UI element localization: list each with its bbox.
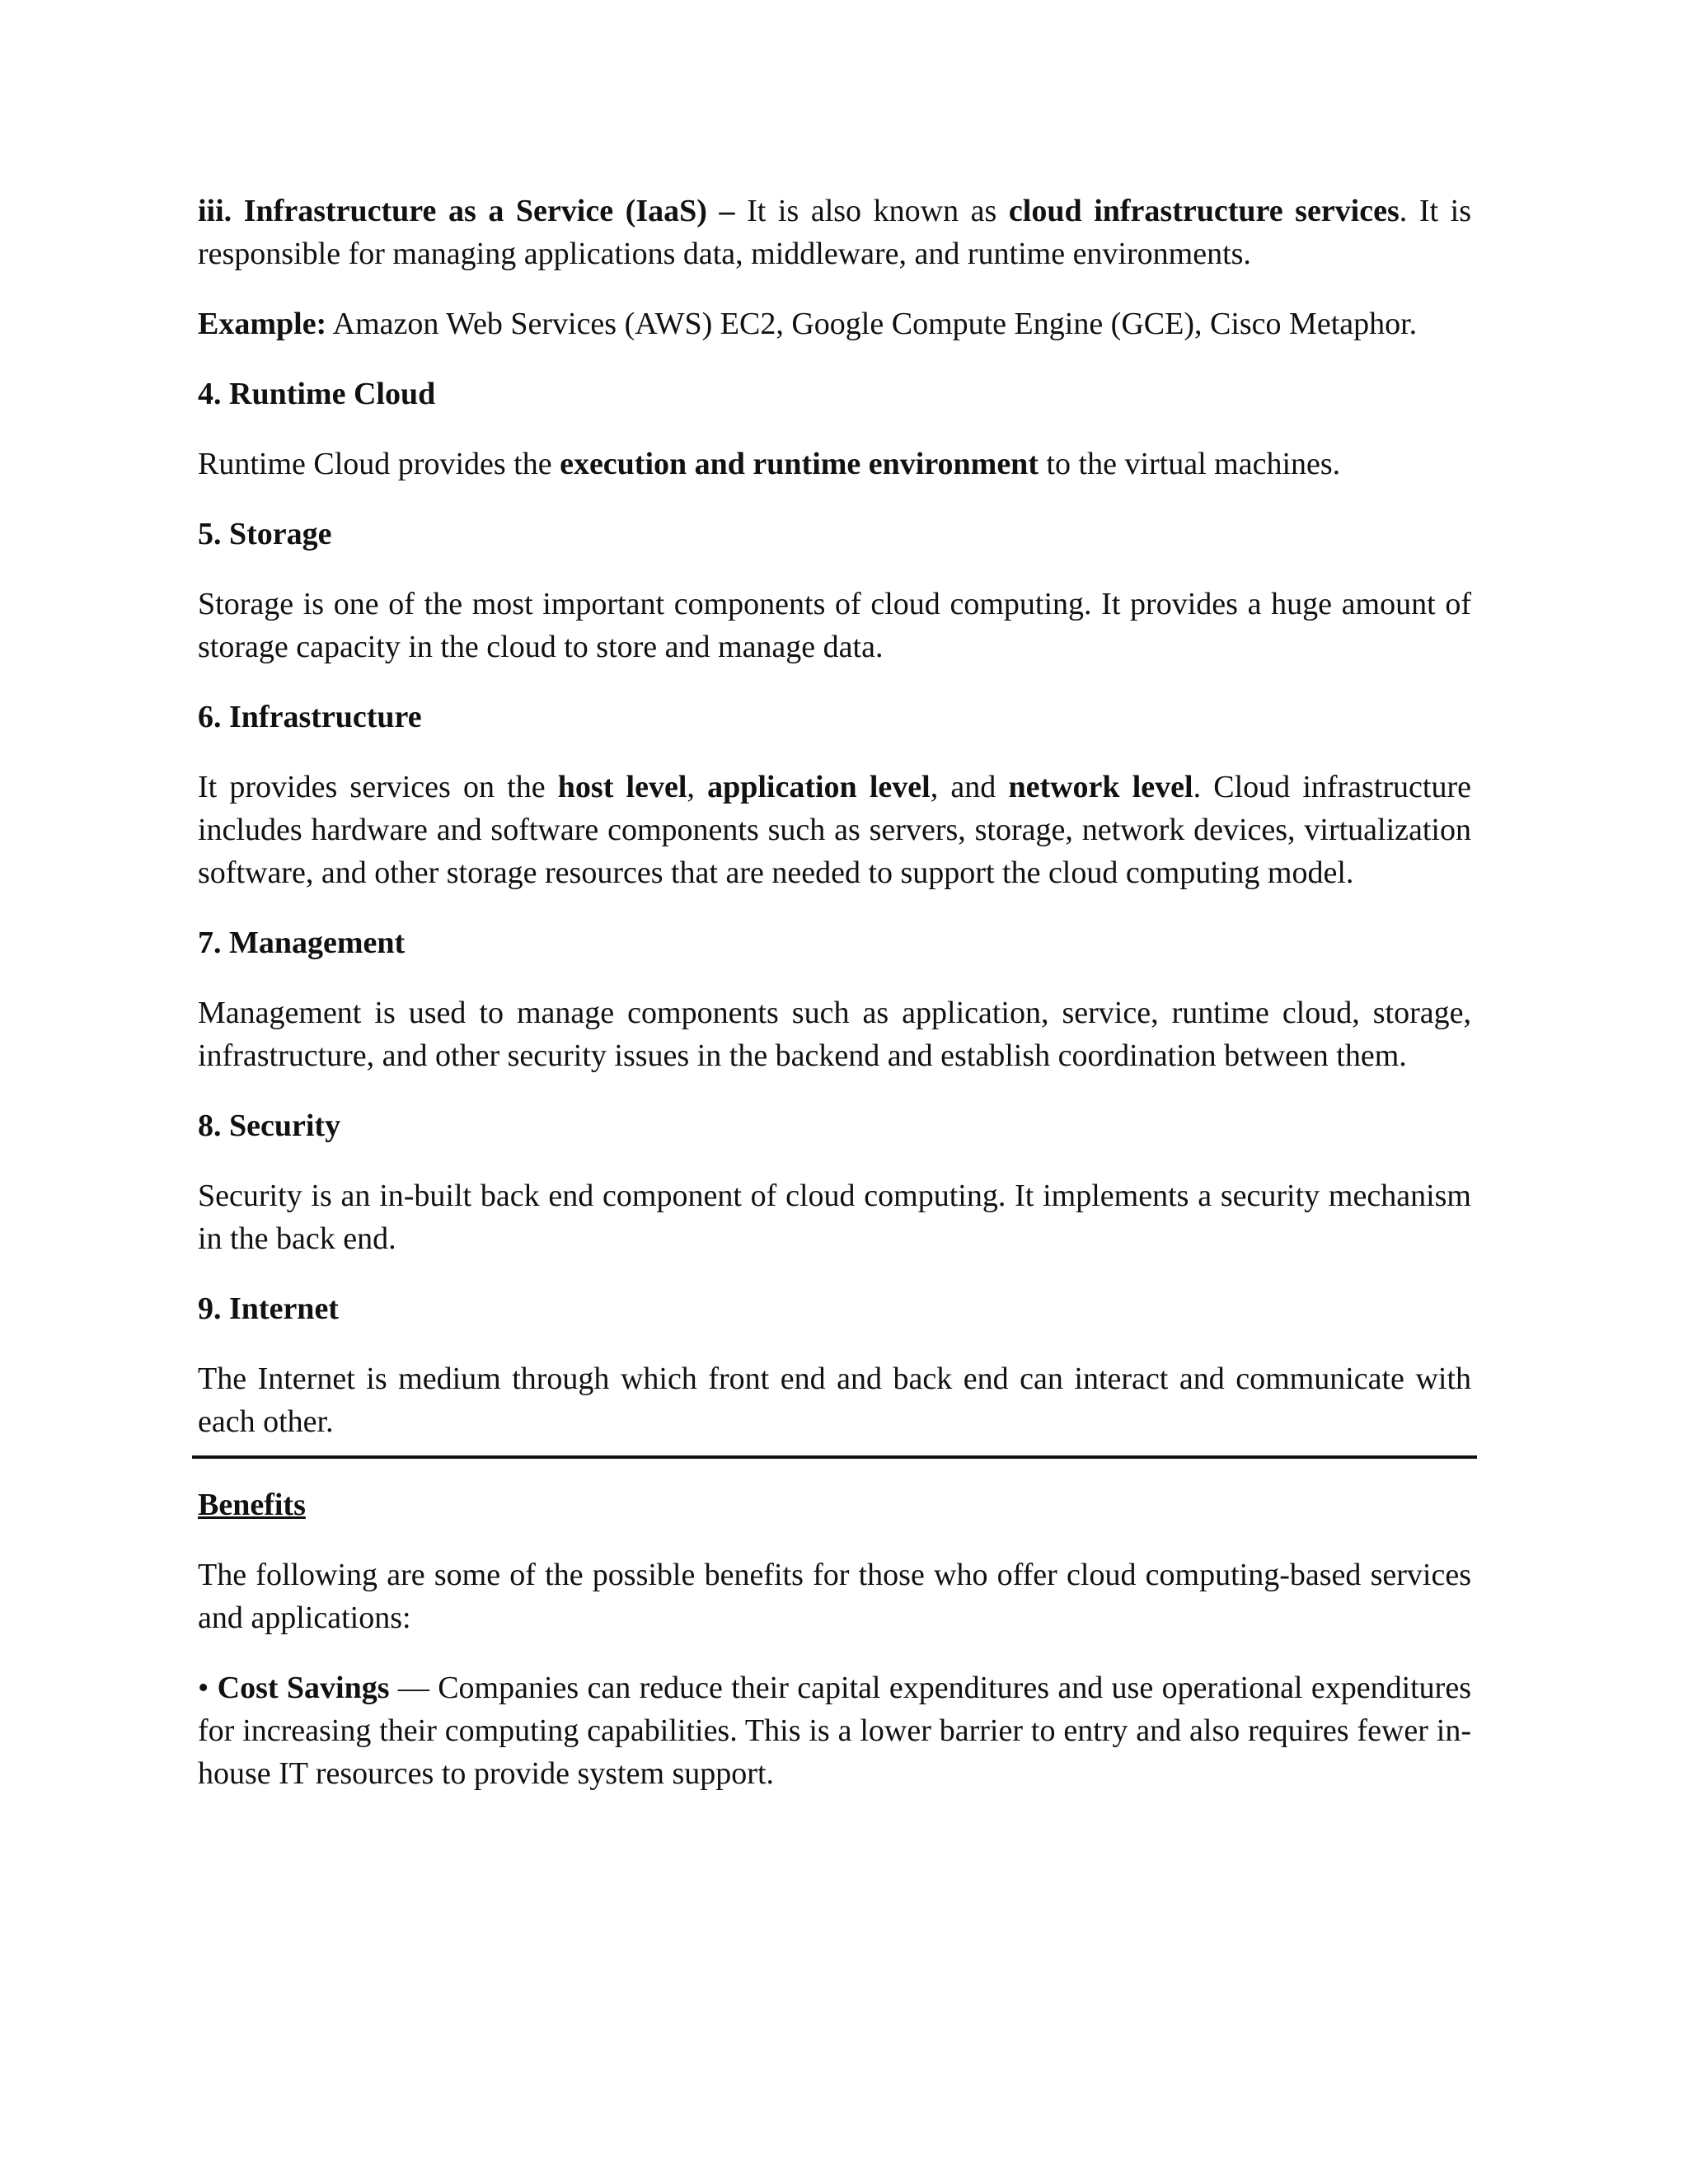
infrastructure-text-1: It provides services on the — [198, 770, 558, 804]
infrastructure-text-2: , — [687, 770, 708, 804]
benefits-intro-paragraph: The following are some of the possible benefits for those who offer cloud computing-based services and applications: — [198, 1558, 1471, 1635]
iaas-bold-term: cloud infrastructure services — [1008, 194, 1400, 228]
runtime-cloud-paragraph — [198, 443, 1471, 485]
document-page — [198, 190, 1471, 1822]
bullet-marker: • — [198, 1671, 218, 1705]
benefits-list-item — [198, 1666, 1471, 1795]
storage-heading: 5. Storage — [198, 517, 332, 551]
iaas-title: iii. Infrastructure as a Service (IaaS) — [198, 194, 707, 228]
iaas-text-1: It is also known as — [747, 194, 1009, 228]
example-paragraph — [198, 302, 1471, 345]
infrastructure-heading: 6. Infrastructure — [198, 700, 422, 734]
runtime-bold-term: execution and runtime environment — [560, 447, 1039, 481]
iaas-paragraph — [198, 190, 1471, 275]
cost-savings-text: — Companies can reduce their capital expenditures and use operational expenditures for increasing their computing capabilities. This is a lower barrier to entry and also requires fewer in-house IT resources to provide system support. — [198, 1671, 1471, 1791]
benefits-heading: Benefits — [198, 1488, 306, 1522]
management-heading: 7. Management — [198, 926, 406, 960]
runtime-cloud-heading: 4. Runtime Cloud — [198, 377, 436, 411]
infrastructure-paragraph — [198, 766, 1471, 894]
horizontal-divider — [192, 1455, 1477, 1459]
network-level-term: network level — [1008, 770, 1193, 804]
runtime-text-2: to the virtual machines. — [1038, 447, 1341, 481]
storage-paragraph: Storage is one of the most important components of cloud computing. It provides a huge amount of storage capacity in the cloud to store and manage data. — [198, 587, 1471, 664]
example-label: Example: — [198, 307, 327, 341]
security-heading: 8. Security — [198, 1108, 341, 1143]
cost-savings-label: Cost Savings — [217, 1671, 390, 1705]
iaas-dash: – — [706, 194, 748, 228]
iaas-text-2: . It is responsible for managing applications data, middleware, and runtime environments. — [198, 194, 1471, 271]
security-paragraph: Security is an in-built back end component of cloud computing. It implements a security mechanism in the back end. — [198, 1179, 1471, 1256]
internet-heading: 9. Internet — [198, 1291, 339, 1326]
application-level-term: application level — [707, 770, 931, 804]
host-level-term: host level — [557, 770, 687, 804]
example-text: Amazon Web Services (AWS) EC2, Google Compute Engine (GCE), Cisco Metaphor. — [326, 307, 1418, 341]
infrastructure-text-4: . Cloud infrastructure includes hardware and software components such as servers, storage, network devices, virtualization software, and other storage resources that are needed to support the cloud computing model. — [198, 770, 1471, 890]
management-paragraph: Management is used to manage components such as application, service, runtime cloud, storage, infrastructure, and other security issues in the backend and establish coordination between them. — [198, 996, 1471, 1073]
infrastructure-text-3: , and — [930, 770, 1009, 804]
internet-paragraph: The Internet is medium through which front end and back end can interact and communicate with each other. — [198, 1361, 1471, 1439]
runtime-text-1: Runtime Cloud provides the — [198, 447, 560, 481]
